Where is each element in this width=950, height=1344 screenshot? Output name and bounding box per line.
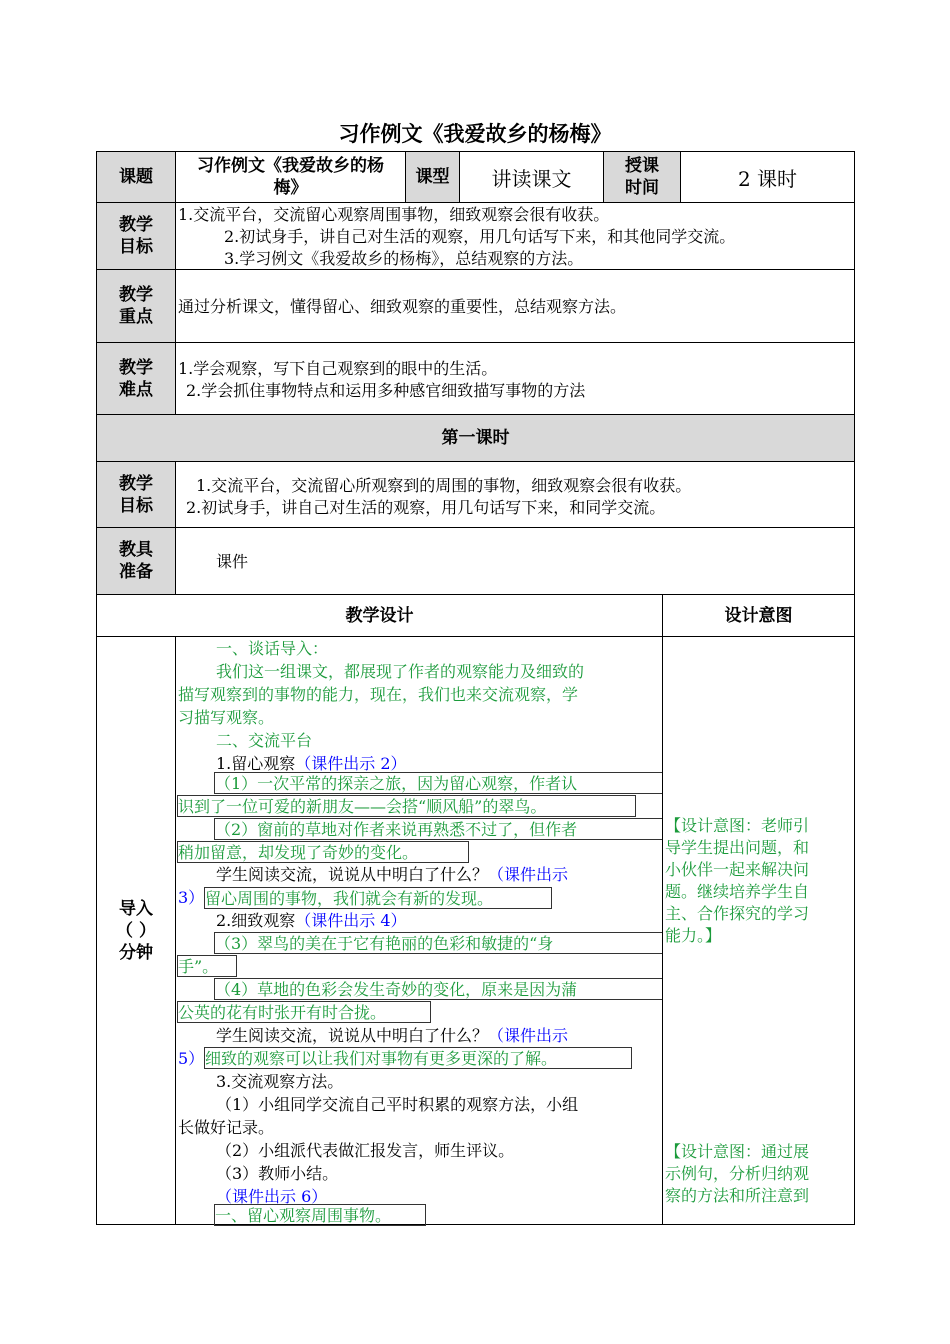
- intent-line: 导学生提出问题，和: [665, 838, 810, 857]
- text-part: 公英的花有时张开有时合拢。: [178, 1003, 387, 1022]
- text-line: [216, 1025, 568, 1047]
- time-label-line: 时间: [625, 178, 659, 198]
- keypoints-label-cell: [96, 269, 176, 343]
- stage-line: 分钟: [118, 942, 153, 963]
- text-line: [177, 1001, 431, 1023]
- text-line: 描写观察到的事物的能力，现在，我们也来交流观察，学: [178, 685, 579, 704]
- type-value-cell: 讲读课文: [459, 151, 604, 203]
- courseware-ref: 3）: [178, 888, 205, 907]
- text-part: 学生阅读交流，说说从中明白了什么？: [216, 865, 489, 884]
- text-line: [204, 1047, 632, 1069]
- courseware-ref: （课件出示 6）: [216, 1187, 328, 1206]
- text-line: [177, 841, 469, 863]
- text-part: 稍加留意，却发现了奇妙的变化。: [178, 843, 419, 862]
- courseware-ref: （课件出示 4）: [295, 911, 407, 930]
- text-line: [216, 910, 407, 932]
- difficulties-content-cell: [175, 342, 855, 415]
- text-line: [216, 864, 568, 886]
- difficulty-item: 2.学会抓住事物特点和运用多种感官细致描写事物的方法: [186, 381, 586, 400]
- design-content-cell: [175, 636, 663, 1225]
- time-label-line: 授课: [625, 156, 659, 176]
- text-line: [177, 955, 237, 977]
- text-line: [214, 978, 663, 1000]
- text-line: [177, 795, 636, 817]
- text-line: 习描写观察。: [178, 708, 275, 727]
- text-line: （2）小组派代表做汇报发言，师生评议。: [216, 1141, 515, 1160]
- keypoints-content-cell: [175, 269, 855, 343]
- tools-content-cell: [175, 527, 855, 595]
- intent-content-cell: [662, 636, 855, 1225]
- text-part: （3）翠鸟的美在于它有艳丽的色彩和敏捷的“身: [215, 934, 554, 953]
- label-line: 教具: [119, 540, 153, 560]
- text-line: （3）教师小结。: [216, 1164, 339, 1183]
- label-line: 目标: [119, 495, 153, 516]
- label-line: 准备: [119, 562, 153, 582]
- text-line: 我们这一组课文，都展现了作者的观察能力及细致的: [216, 662, 585, 681]
- tools-label-cell: [96, 527, 176, 595]
- text-line: 3.交流观察方法。: [216, 1072, 344, 1091]
- intent-line: 【设计意图：老师引: [665, 816, 810, 835]
- topic-value-line: 梅》: [273, 178, 308, 198]
- intent-col-header: 设计意图: [662, 594, 855, 637]
- text-line: （1）小组同学交流自己平时积累的观察方法，小组: [216, 1095, 579, 1114]
- courseware-ref: 5）: [178, 1049, 205, 1068]
- difficulty-item: 1.学会观察，写下自己观察到的眼中的生活。: [178, 359, 498, 378]
- topic-value-cell: [175, 151, 406, 203]
- text-line: [214, 932, 663, 954]
- text-part: 一、留心观察周围事物。: [215, 1206, 392, 1225]
- lesson-goals-label-cell: [96, 461, 176, 528]
- intent-line: 主、合作探究的学习: [665, 904, 810, 923]
- intent-line: 【设计意图：通过展: [665, 1142, 810, 1161]
- design-col-header: 教学设计: [96, 594, 663, 637]
- intent-line: 示例句，分析归纳观: [665, 1164, 810, 1183]
- stage-label-cell: [96, 636, 176, 1225]
- label-line: 教学: [119, 473, 153, 494]
- intent-line: 题。继续培养学生自: [665, 882, 810, 901]
- lesson-heading: 第一课时: [96, 414, 855, 462]
- text-part: 2.细致观察: [216, 911, 296, 930]
- time-value-cell: 2 课时: [680, 151, 855, 203]
- text-part: 学生阅读交流，说说从中明白了什么？: [216, 1026, 489, 1045]
- courseware-ref: （课件出示 2）: [295, 754, 407, 773]
- courseware-ref: （课件出示: [488, 865, 569, 884]
- difficulties-label-cell: [96, 342, 176, 415]
- goal-item: 3.学习例文《我爱故乡的杨梅》，总结观察的方法。: [224, 249, 584, 268]
- courseware-ref: （课件出示: [488, 1026, 569, 1045]
- text-part: （1）一次平常的探亲之旅，因为留心观察，作者认: [215, 774, 578, 793]
- label-line: 难点: [119, 379, 153, 400]
- label-line: 教学: [119, 285, 153, 305]
- type-label-cell: 课型: [405, 151, 460, 203]
- label-line: 目标: [119, 237, 153, 257]
- lesson-goal-item: 2.初试身手，讲自己对生活的观察，用几句话写下来，和同学交流。: [186, 498, 666, 517]
- text-part: 1.留心观察: [216, 754, 296, 773]
- text-line: [214, 1204, 426, 1226]
- time-label-cell: [603, 151, 681, 203]
- text-line: 长做好记录。: [178, 1118, 275, 1137]
- topic-value-line: 习作例文《我爱故乡的杨: [197, 156, 384, 176]
- goals-label-cell: [96, 202, 176, 270]
- label-line: 重点: [119, 307, 153, 327]
- goal-item: 1.交流平台，交流留心观察周围事物，细致观察会很有收获。: [178, 205, 610, 224]
- stage-line: 导入: [118, 898, 153, 919]
- text-part: （4）草地的色彩会发生奇妙的变化，原来是因为蒲: [215, 980, 578, 999]
- tools-text: 课件: [216, 552, 249, 571]
- intent-line: 小伙伴一起来解决问: [665, 860, 810, 879]
- label-line: 教学: [119, 357, 153, 378]
- text-part: 细致的观察可以让我们对事物有更多更深的了解。: [205, 1049, 558, 1068]
- text-line: [214, 818, 663, 840]
- text-line: 二、交流平台: [216, 731, 313, 750]
- topic-label-cell: 课题: [96, 151, 176, 203]
- lesson-goals-content-cell: [175, 461, 855, 528]
- page-title: 习作例文《我爱故乡的杨梅》: [338, 122, 612, 146]
- text-part: 手”。: [178, 957, 219, 976]
- goals-content-cell: [175, 202, 855, 270]
- text-part: 留心周围的事物，我们就会有新的发现。: [205, 889, 494, 908]
- intent-line: 察的方法和所注意到: [665, 1186, 810, 1205]
- text-line: 一、谈话导入：: [216, 639, 329, 658]
- intent-line: 能力。】: [665, 926, 722, 945]
- label-line: 教学: [119, 215, 153, 235]
- keypoints-text: 通过分析课文，懂得留心、细致观察的重要性，总结观察方法。: [178, 297, 627, 316]
- goal-item: 2.初试身手，讲自己对生活的观察，用几句话写下来，和其他同学交流。: [224, 227, 736, 246]
- text-part: 识到了一位可爱的新朋友——会搭“顺风船”的翠鸟。: [178, 797, 547, 816]
- text-line: [204, 887, 552, 909]
- lesson-goal-item: 1.交流平台，交流留心所观察到的周围的事物，细致观察会很有收获。: [196, 476, 692, 495]
- text-line: [214, 772, 663, 794]
- stage-line: （ ）: [116, 920, 156, 941]
- text-part: （2）窗前的草地对作者来说再熟悉不过了，但作者: [215, 820, 578, 839]
